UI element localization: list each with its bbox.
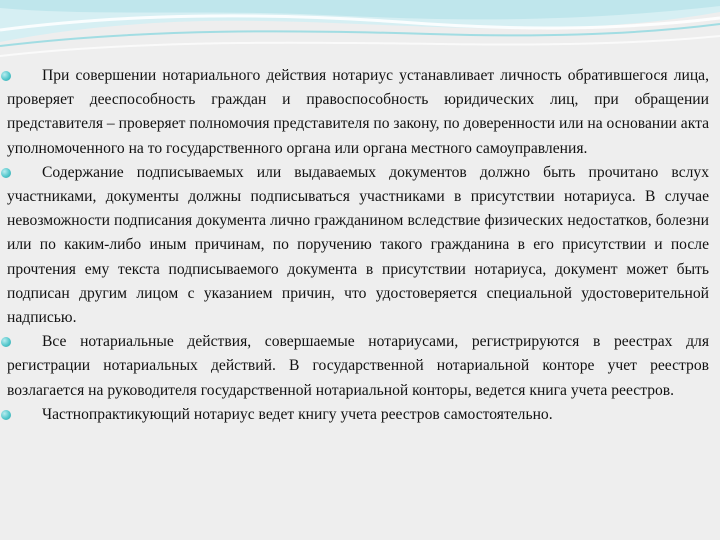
paragraph-private-notary (7, 403, 709, 427)
round-bullet-icon (1, 410, 11, 420)
paragraph-document-signing (7, 161, 709, 330)
paragraph-identity-check (7, 64, 709, 161)
decorative-header-wave (0, 0, 720, 70)
paragraph-text: Частнопрактикующий нотариус ведет книгу учета реестров самостоятельно. (42, 405, 553, 423)
paragraph-text: Все нотариальные действия, совершаемые нотариусами, регистрируются в реестрах для регистрации нотариальных действий. В государственной нотариальной конторе учет реестров возлагается на руководителя государственной нотариальной конторы, ведется книга учета реестров. (7, 333, 709, 399)
slide-body (7, 64, 709, 427)
paragraph-registration (7, 330, 709, 403)
round-bullet-icon (1, 168, 11, 178)
paragraph-text: При совершении нотариального действия нотариус устанавливает личность обратившегося лица, проверяет дееспособность граждан и правоспособность юридических лиц, при обращении представителя – проверяет полномочия представителя по закону, по доверенности или на основании акта уполномоченного на то государственного органа или органа местного самоуправления. (7, 67, 710, 157)
paragraph-text: Содержание подписываемых или выдаваемых документов должно быть прочитано вслух участниками, документы должны подписываться участниками в присутствии нотариуса. В случае невозможности подписания документа лично гражданином вследствие физических недостатков, болезни или по каким-либо иным причинам, по поручению такого гражданина в его присутствии и после прочтения ему текста подписываемого документа в присутствии нотариуса, документ может быть подписан другим лицом с указанием причин, что удостоверяется специальной удостоверительной надписью. (7, 163, 709, 327)
round-bullet-icon (1, 337, 11, 347)
round-bullet-icon (1, 71, 11, 81)
